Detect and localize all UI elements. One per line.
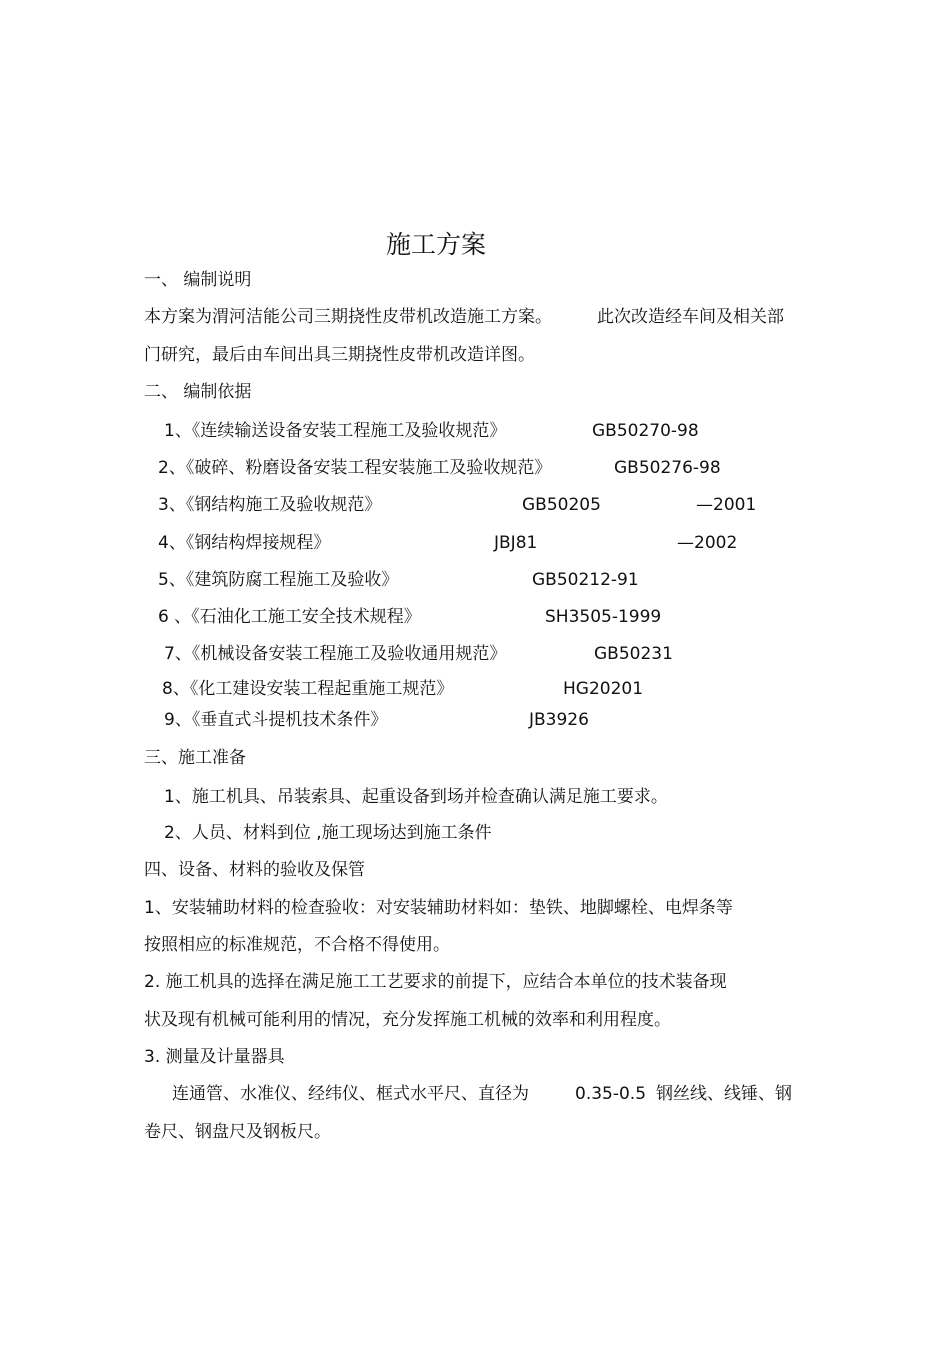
reference-name: 8、《化工建设安装工程起重施工规范》: [162, 679, 454, 699]
reference-year: —2001: [696, 495, 757, 515]
reference-name: 1、《连续输送设备安装工程施工及验收规范》: [164, 421, 507, 441]
section-heading-3: 三、施工准备: [144, 748, 246, 768]
list-item: 2、人员、材料到位 ,施工现场达到施工条件: [164, 823, 492, 843]
reference-code: JB3926: [529, 710, 589, 730]
list-item: 1、施工机具、吊装索具、起重设备到场并检查确认满足施工要求。: [164, 787, 668, 807]
paragraph-line: 0.35-0.5: [575, 1084, 647, 1104]
paragraph-line: 连通管、水准仪、经纬仪、框式水平尺、直径为: [172, 1084, 529, 1104]
paragraph-line: 本方案为渭河洁能公司三期挠性皮带机改造施工方案。: [144, 307, 552, 327]
section-heading-1: 一、 编制说明: [144, 270, 252, 290]
reference-name: 2、《破碎、粉磨设备安装工程安装施工及验收规范》: [158, 458, 552, 478]
document-title: 施工方案: [386, 230, 487, 259]
section-heading-4: 四、设备、材料的验收及保管: [144, 860, 365, 880]
reference-year: —2002: [677, 533, 738, 553]
section-heading-2: 二、 编制依据: [144, 382, 252, 402]
reference-code: GB50276-98: [614, 458, 721, 478]
reference-name: 4、《钢结构焊接规程》: [158, 533, 331, 553]
reference-name: 3、《钢结构施工及验收规范》: [158, 495, 382, 515]
paragraph-line: 2. 施工机具的选择在满足施工工艺要求的前提下，应结合本单位的技术装备现: [144, 972, 727, 992]
paragraph-line: 1、安装辅助材料的检查验收：对安装辅助材料如：垫铁、地脚螺栓、电焊条等: [144, 898, 733, 918]
reference-code: HG20201: [563, 679, 644, 699]
reference-code: SH3505-1999: [545, 607, 662, 627]
reference-code: GB50205: [522, 495, 601, 515]
reference-name: 5、《建筑防腐工程施工及验收》: [158, 570, 399, 590]
reference-code: GB50270-98: [592, 421, 699, 441]
reference-name: 9、《垂直式斗提机技术条件》: [164, 710, 388, 730]
reference-code: GB50231: [594, 644, 673, 664]
reference-code: GB50212-91: [532, 570, 639, 590]
reference-name: 7、《机械设备安装工程施工及验收通用规范》: [164, 644, 507, 664]
paragraph-line: 按照相应的标准规范，不合格不得使用。: [144, 935, 450, 955]
paragraph-line: 此次改造经车间及相关部: [597, 307, 784, 327]
reference-name: 6 、《石油化工施工安全技术规程》: [158, 607, 421, 627]
reference-code: JBJ81: [494, 533, 538, 553]
paragraph-line: 卷尺、钢盘尺及钢板尺。: [144, 1122, 331, 1142]
paragraph-line: 钢丝线、线锤、钢: [656, 1084, 792, 1104]
subheading: 3. 测量及计量器具: [144, 1047, 285, 1067]
paragraph-line: 状及现有机械可能利用的情况，充分发挥施工机械的效率和利用程度。: [144, 1010, 671, 1030]
paragraph-line: 门研究，最后由车间出具三期挠性皮带机改造详图。: [144, 345, 535, 365]
